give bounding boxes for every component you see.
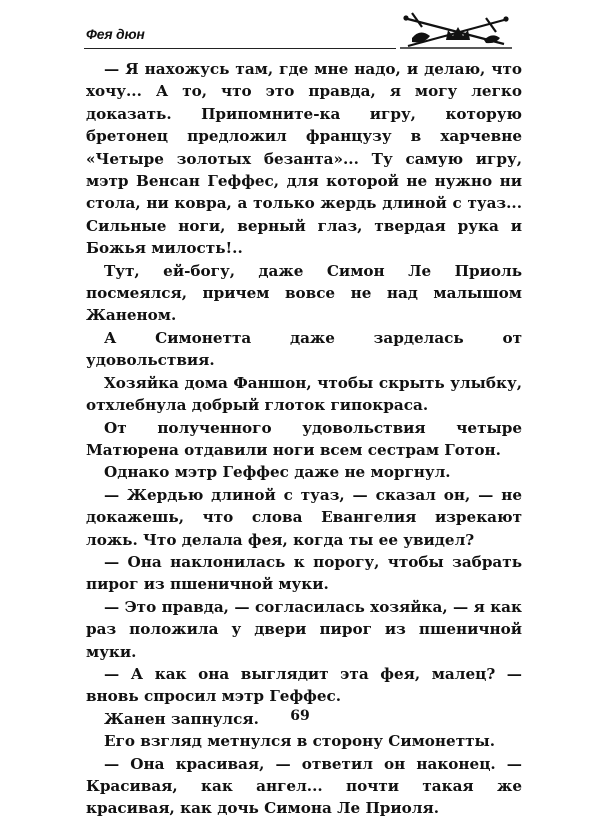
crossed-swords-crown-icon — [400, 10, 516, 54]
paragraph: — Она красивая, — ответил он наконец. — Красивая, как ангел... почти такая же красивая, как дочь Симона Ле Приоля. — [86, 754, 522, 818]
paragraph: — Я нахожусь там, где мне надо, и делаю, что хочу... А то, что это правда, я могу легко доказать. Припомните-ка игру, которую бретонец предложил французу в харчевне «Четыре золотых безанта»... Ту самую игру, мэтр Венсан Геффес, для которой не нужно ни стола, ни ковра, а только жердь длиной с туаз... Сильные ноги, верный глаз, твердая рука и Божья милость!.. — [86, 60, 522, 258]
paragraph: — А как она выглядит эта фея, малец? — вновь спросил мэтр Геффес. — [86, 664, 522, 706]
paragraph: Тут, ей-богу, даже Симон Ле Приоль посмеялся, причем вовсе не над малышом Жаненом. — [86, 261, 522, 325]
paragraph: Его взгляд метнулся в сторону Симонетты. — [104, 732, 496, 751]
paragraph: — Жердью длиной с туаз, — сказал он, — не докажешь, что слова Евангелия изрекают ложь. Что делала фея, когда ты ее увидел? — [86, 485, 522, 549]
paragraph: — Она наклонилась к порогу, чтобы забрать пирог из пшеничной муки. — [86, 552, 522, 594]
paragraph: Жанен запнулся. — [104, 709, 259, 728]
paragraph: Однако мэтр Геффес даже не моргнул. — [104, 463, 451, 482]
paragraph: От полученного удовольствия четыре Матюрена отдавили ноги всем сестрам Готон. — [86, 418, 522, 459]
running-title: Фея дюн — [86, 26, 145, 42]
page-number: 69 — [290, 708, 310, 724]
body-text — [86, 58, 522, 820]
running-header — [84, 8, 520, 54]
paragraph: Хозяйка дома Фаншон, чтобы скрыть улыбку, отхлебнула добрый глоток гипокраса. — [86, 373, 522, 415]
paragraph: А Симонетта даже зарделась от удовольствия. — [86, 328, 522, 370]
paragraph: — Это правда, — согласилась хозяйка, — я как раз положила у двери пирог из пшеничной муки. — [86, 597, 522, 661]
header-rule — [84, 48, 396, 49]
